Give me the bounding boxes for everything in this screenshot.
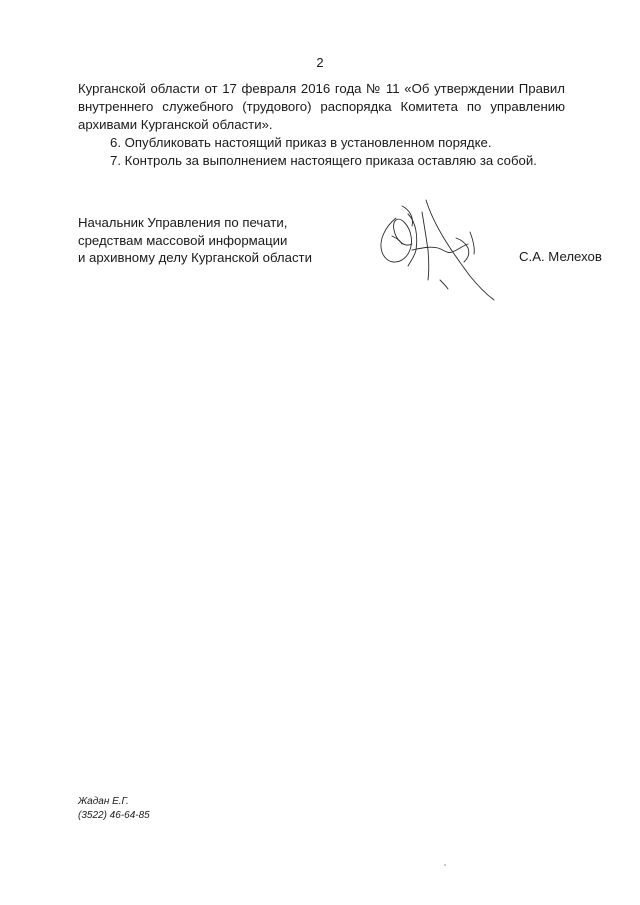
signer-position-line: Начальник Управления по печати, — [78, 215, 288, 230]
executor-name: Жадан Е.Г. — [78, 796, 129, 807]
list-item-7: 7. Контроль за выполнением настоящего приказа оставляю за собой. — [110, 153, 537, 168]
signer-name: С.А. Мелехов — [519, 249, 602, 264]
signer-position — [78, 214, 358, 267]
list-item-6: 6. Опубликовать настоящий приказ в установленном порядке. — [110, 135, 492, 150]
handwritten-signature — [372, 192, 502, 304]
signer-position-line: и архивному делу Курганской области — [78, 250, 312, 265]
scan-speck — [444, 864, 446, 866]
executor-info — [78, 795, 150, 823]
document-body — [78, 80, 565, 170]
paragraph-continuation: Курганской области от 17 февраля 2016 года № 11 «Об утверждении Правил внутреннего служебного (трудового) распорядка Комитета по управлению архивами Курганской области». — [78, 81, 565, 132]
page-number: 2 — [316, 55, 324, 70]
executor-phone: (3522) 46-64-85 — [78, 810, 150, 821]
signer-position-line: средствам массовой информации — [78, 232, 288, 248]
